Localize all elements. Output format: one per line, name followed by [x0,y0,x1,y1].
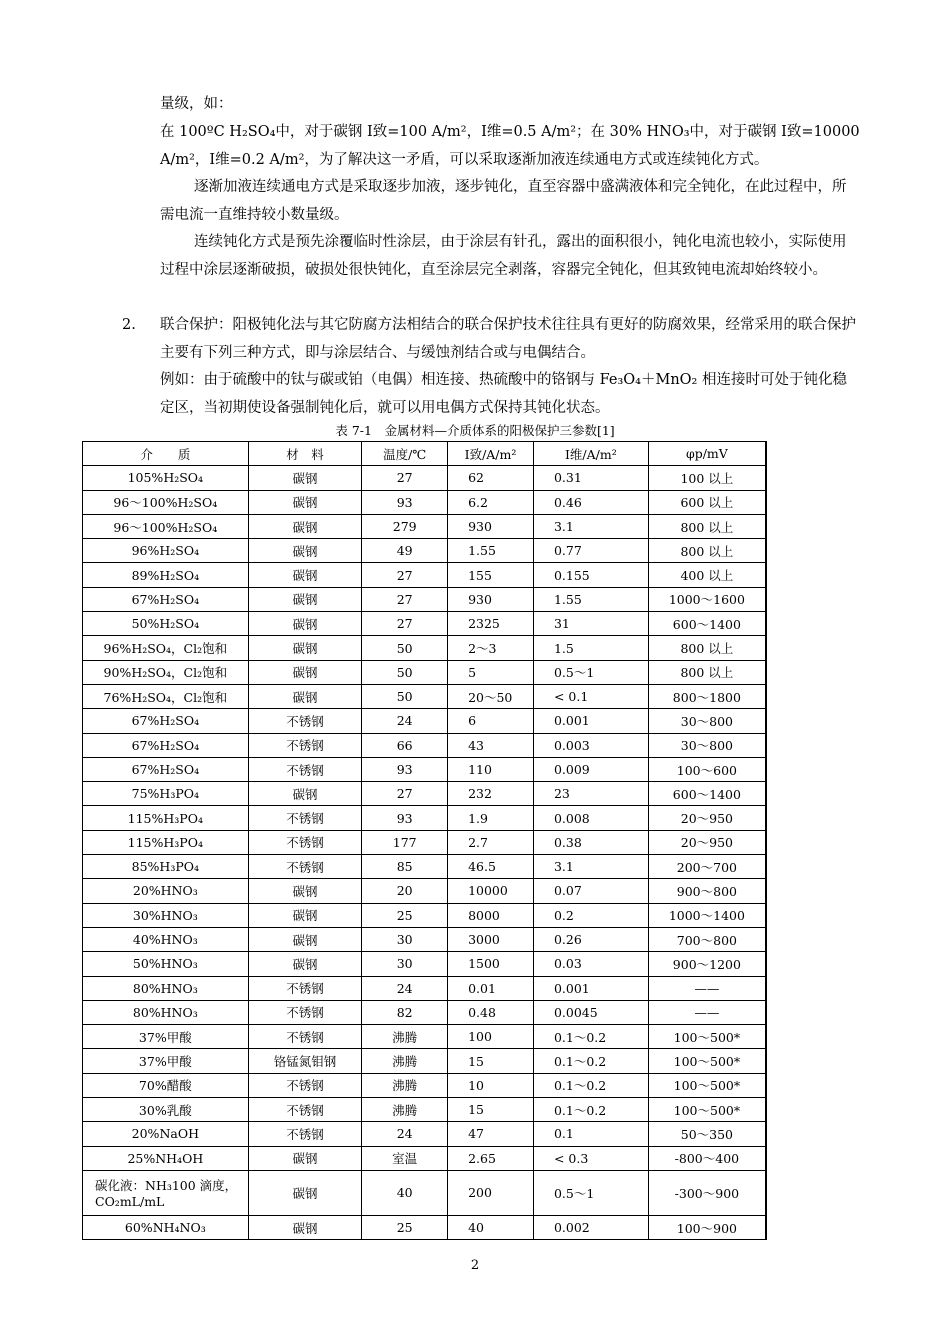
anodic-protection-table [82,441,767,1240]
table-row [83,709,767,733]
table-row [83,636,767,660]
table-cell: 碳钢 [248,903,362,927]
para-gradual-fill: 逐渐加液连续通电方式是采取逐步加液，逐步钝化，直至容器中盛满液体和完全钝化，在此过程中，所需电流一直维持较小数量级。 [160,179,847,223]
table-cell: 3.1 [533,514,648,538]
table-cell: 0.001 [533,976,648,1000]
table-row [83,1000,767,1024]
table-cell: 49 [362,539,448,563]
table-cell: 30 [362,952,448,976]
table-cell: 100～500* [648,1049,766,1073]
table-cell: 25 [362,903,448,927]
table-cell: 67%H₂SO₄ [83,733,249,757]
table-cell: 碳钢 [248,660,362,684]
table-cell: 800 以上 [648,660,766,684]
table-cell: < 0.1 [533,684,648,708]
table-cell: 232 [448,782,534,806]
table-cell: 76%H₂SO₄，Cl₂饱和 [83,684,249,708]
table-cell: -800～400 [648,1146,766,1170]
table-cell: 碳钢 [248,927,362,951]
column-header: I维/A/m² [533,442,648,466]
table-cell: 30～800 [648,733,766,757]
table-cell: 50%H₂SO₄ [83,612,249,636]
table-cell: 24 [362,976,448,1000]
table-cell: 20～950 [648,830,766,854]
table-cell: 碳钢 [248,952,362,976]
table-cell: 不锈钢 [248,757,362,781]
table-cell: 30%HNO₃ [83,903,249,927]
table-cell: 400 以上 [648,563,766,587]
table-cell: 不锈钢 [248,830,362,854]
table-cell: 0.155 [533,563,648,587]
para-intro: 量级，如： [160,96,233,112]
table-cell: 0.03 [533,952,648,976]
table-cell: 100～900 [648,1215,766,1239]
table-cell: 100～600 [648,757,766,781]
table-cell: 66 [362,733,448,757]
list-number-2: 2. [122,317,136,333]
table-cell: 100 以上 [648,466,766,490]
table-cell: 40 [362,1170,448,1215]
table-cell: 700～800 [648,927,766,951]
table-cell: 碳化液：NH₃100 滴度，CO₂mL/mL [83,1170,249,1215]
para-example-galvanic: 例如：由于硫酸中的钛与碳或铂（电偶）相连接、热硫酸中的铬钢与 Fe₃O₄＋MnO₂ 相连接时可处于钝化稳定区，当初期使设备强制钝化后，就可以用电偶方式保持其钝化状态。 [160,372,847,416]
table-row [83,612,767,636]
table-cell: 110 [448,757,534,781]
table-cell: 碳钢 [248,466,362,490]
table-cell: 不锈钢 [248,1098,362,1122]
table-cell: 碳钢 [248,612,362,636]
table-cell: 900～800 [648,879,766,903]
table-cell: 900～1200 [648,952,766,976]
table-cell: 200～700 [648,855,766,879]
table-cell: 20～50 [448,684,534,708]
table-cell: 碳钢 [248,1146,362,1170]
table-cell: 1.5 [533,636,648,660]
table-cell: —— [648,1000,766,1024]
table-cell: 80%HNO₃ [83,976,249,1000]
table-cell: 23 [533,782,648,806]
table-cell: 0.46 [533,490,648,514]
table-row [83,539,767,563]
table-cell: 15 [448,1098,534,1122]
table-cell: 0.1～0.2 [533,1025,648,1049]
table-cell: 43 [448,733,534,757]
table-cell: 50 [362,636,448,660]
table-cell: 93 [362,757,448,781]
table-row [83,806,767,830]
table-cell: 75%H₃PO₄ [83,782,249,806]
table-cell: 93 [362,806,448,830]
table-row [83,782,767,806]
table-cell: 82 [362,1000,448,1024]
table-cell: 沸腾 [362,1073,448,1097]
table-cell: 40%HNO₃ [83,927,249,951]
para-example-line2: A/m²，I维=0.2 A/m²，为了解决这一矛盾，可以采取逐渐加液连续通电方式或连续钝化方式。 [160,152,769,168]
table-cell: 1.9 [448,806,534,830]
table-row [83,587,767,611]
table-cell: 3000 [448,927,534,951]
table-cell: 0.1～0.2 [533,1098,648,1122]
table-cell: 0.48 [448,1000,534,1024]
table-cell: 50%HNO₃ [83,952,249,976]
table-cell: 不锈钢 [248,1000,362,1024]
table-cell: 碳钢 [248,539,362,563]
table-cell: 0.31 [533,466,648,490]
table-row [83,830,767,854]
table-cell: 2～3 [448,636,534,660]
table-cell: 80%HNO₃ [83,1000,249,1024]
table-cell: 25 [362,1215,448,1239]
column-header: 介 质 [83,442,249,466]
table-cell: 不锈钢 [248,855,362,879]
table-cell: 不锈钢 [248,1122,362,1146]
column-header: I致/A/m² [448,442,534,466]
table-cell: 96%H₂SO₄ [83,539,249,563]
table-row [83,855,767,879]
table-cell: 0.0045 [533,1000,648,1024]
table-cell: 30 [362,927,448,951]
table-cell: 0.002 [533,1215,648,1239]
table-cell: 20%HNO₃ [83,879,249,903]
table-cell: 800 以上 [648,539,766,563]
table-cell: 62 [448,466,534,490]
table-cell: 67%H₂SO₄ [83,757,249,781]
table-cell: 0.1 [533,1122,648,1146]
table-cell: 不锈钢 [248,733,362,757]
table-cell: 115%H₃PO₄ [83,830,249,854]
para-continuous-passivation: 连续钝化方式是预先涂覆临时性涂层，由于涂层有针孔，露出的面积很小，钝化电流也较小，实际使用过程中涂层逐渐破损，破损处很快钝化，直至涂层完全剥落，容器完全钝化，但其致钝电流却始终较小。 [160,234,847,278]
table-cell: 5 [448,660,534,684]
table-cell: 47 [448,1122,534,1146]
column-header: φp/mV [648,442,766,466]
table-cell: 不锈钢 [248,1073,362,1097]
table-row [83,757,767,781]
table-cell: 碳钢 [248,1215,362,1239]
table-cell: 85 [362,855,448,879]
table-cell: 2.65 [448,1146,534,1170]
table-cell: 0.001 [533,709,648,733]
table-cell: 93 [362,490,448,514]
table-cell: 2.7 [448,830,534,854]
table-cell: 碳钢 [248,514,362,538]
para-example-line1: 在 100ºC H₂SO₄中，对于碳钢 I致=100 A/m²，I维=0.5 A/m²；在 30% HNO₃中，对于碳钢 I致=10000 [160,124,860,140]
table-cell: 不锈钢 [248,806,362,830]
table-cell: 0.1～0.2 [533,1049,648,1073]
table-cell: 600～1400 [648,782,766,806]
table-cell: 20%NaOH [83,1122,249,1146]
table-cell: 1500 [448,952,534,976]
para-joint-protection: 联合保护：阳极钝化法与其它防腐方法相结合的联合保护技术往往具有更好的防腐效果，经常采用的联合保护主要有下列三种方式，即与涂层结合、与缓蚀剂结合或与电偶结合。 [160,317,856,361]
table-cell: 24 [362,709,448,733]
table-row [83,1170,767,1215]
table-cell: 0.07 [533,879,648,903]
table-cell: 31 [533,612,648,636]
table-cell: —— [648,976,766,1000]
table-cell: -300～900 [648,1170,766,1215]
table-cell: 碳钢 [248,490,362,514]
table-cell: 碳钢 [248,879,362,903]
table-header [83,442,767,466]
page-number: 2 [470,1258,480,1273]
table-cell: 24 [362,1122,448,1146]
table-cell: 67%H₂SO₄ [83,709,249,733]
table-caption: 表 7-1 金属材料—介质体系的阳极保护三参数[1] [335,423,615,438]
table-row [83,903,767,927]
table-row [83,660,767,684]
table-cell: 27 [362,466,448,490]
table-cell: 46.5 [448,855,534,879]
table-cell: 96～100%H₂SO₄ [83,490,249,514]
table-cell: 800 以上 [648,636,766,660]
table-cell: 1000～1600 [648,587,766,611]
table-cell: 67%H₂SO₄ [83,587,249,611]
table-cell: 0.003 [533,733,648,757]
table-cell: 1.55 [448,539,534,563]
table-cell: 40 [448,1215,534,1239]
table-cell: 0.5～1 [533,660,648,684]
column-header: 温度/℃ [362,442,448,466]
table-row [83,733,767,757]
table-cell: 2325 [448,612,534,636]
table-cell: 0.5～1 [533,1170,648,1215]
table-cell: 碳钢 [248,636,362,660]
table-cell: 27 [362,563,448,587]
table-cell: 0.77 [533,539,648,563]
table-row [83,684,767,708]
table-cell: 碳钢 [248,1170,362,1215]
table-cell: 0.009 [533,757,648,781]
table-cell: 沸腾 [362,1098,448,1122]
column-header: 材 料 [248,442,362,466]
table-cell: 3.1 [533,855,648,879]
table-cell: 27 [362,782,448,806]
table-cell: 85%H₃PO₄ [83,855,249,879]
table-cell: 50 [362,684,448,708]
table-cell: 930 [448,514,534,538]
table-cell: 27 [362,612,448,636]
table-cell: 105%H₂SO₄ [83,466,249,490]
table-cell: 碳钢 [248,684,362,708]
table-cell: 600～1400 [648,612,766,636]
table-row [83,952,767,976]
table-row [83,927,767,951]
table-cell: 100～500* [648,1098,766,1122]
table-cell: 室温 [362,1146,448,1170]
table-cell: 8000 [448,903,534,927]
table-cell: 800 以上 [648,514,766,538]
table-cell: 930 [448,587,534,611]
table-row [83,976,767,1000]
table-cell: 0.26 [533,927,648,951]
table-cell: 不锈钢 [248,709,362,733]
table-cell: 不锈钢 [248,976,362,1000]
table-cell: 279 [362,514,448,538]
table-cell: 96%H₂SO₄，Cl₂饱和 [83,636,249,660]
table-cell: 10000 [448,879,534,903]
table-cell: 100 [448,1025,534,1049]
table-cell: 155 [448,563,534,587]
table-cell: 10 [448,1073,534,1097]
table-cell: < 0.3 [533,1146,648,1170]
table-cell: 碳钢 [248,587,362,611]
table-row [83,1098,767,1122]
table-cell: 70%醋酸 [83,1073,249,1097]
table-cell: 6.2 [448,490,534,514]
table-row [83,1025,767,1049]
table-cell: 800～1800 [648,684,766,708]
table-cell: 37%甲酸 [83,1049,249,1073]
table-body [83,466,767,1240]
table-cell: 600 以上 [648,490,766,514]
table-cell: 50～350 [648,1122,766,1146]
table-cell: 1000～1400 [648,903,766,927]
table-cell: 0.38 [533,830,648,854]
table-cell: 不锈钢 [248,1025,362,1049]
table-cell: 177 [362,830,448,854]
table-cell: 15 [448,1049,534,1073]
table-row [83,879,767,903]
table-row [83,1073,767,1097]
table-cell: 碳钢 [248,782,362,806]
table-cell: 25%NH₄OH [83,1146,249,1170]
table-row [83,1049,767,1073]
table-cell: 100～500* [648,1073,766,1097]
table-cell: 200 [448,1170,534,1215]
table-cell: 27 [362,587,448,611]
table-cell: 0.008 [533,806,648,830]
table-cell: 60%NH₄NO₃ [83,1215,249,1239]
table-cell: 沸腾 [362,1049,448,1073]
table-cell: 铬锰氮钼钢 [248,1049,362,1073]
table-row [83,1122,767,1146]
table-row [83,490,767,514]
table-cell: 6 [448,709,534,733]
table-cell: 90%H₂SO₄，Cl₂饱和 [83,660,249,684]
table-cell: 89%H₂SO₄ [83,563,249,587]
table-cell: 0.2 [533,903,648,927]
table-row [83,563,767,587]
table-cell: 1.55 [533,587,648,611]
table-row [83,514,767,538]
table-cell: 30%乳酸 [83,1098,249,1122]
table-cell: 20 [362,879,448,903]
table-cell: 20～950 [648,806,766,830]
table-cell: 50 [362,660,448,684]
table-cell: 115%H₃PO₄ [83,806,249,830]
table-row [83,1215,767,1239]
table-cell: 37%甲酸 [83,1025,249,1049]
table-cell: 30～800 [648,709,766,733]
table-cell: 碳钢 [248,563,362,587]
table-cell: 沸腾 [362,1025,448,1049]
table-cell: 0.01 [448,976,534,1000]
table-cell: 100～500* [648,1025,766,1049]
table-row [83,466,767,490]
table-cell: 96～100%H₂SO₄ [83,514,249,538]
table-row [83,1146,767,1170]
table-cell: 0.1～0.2 [533,1073,648,1097]
